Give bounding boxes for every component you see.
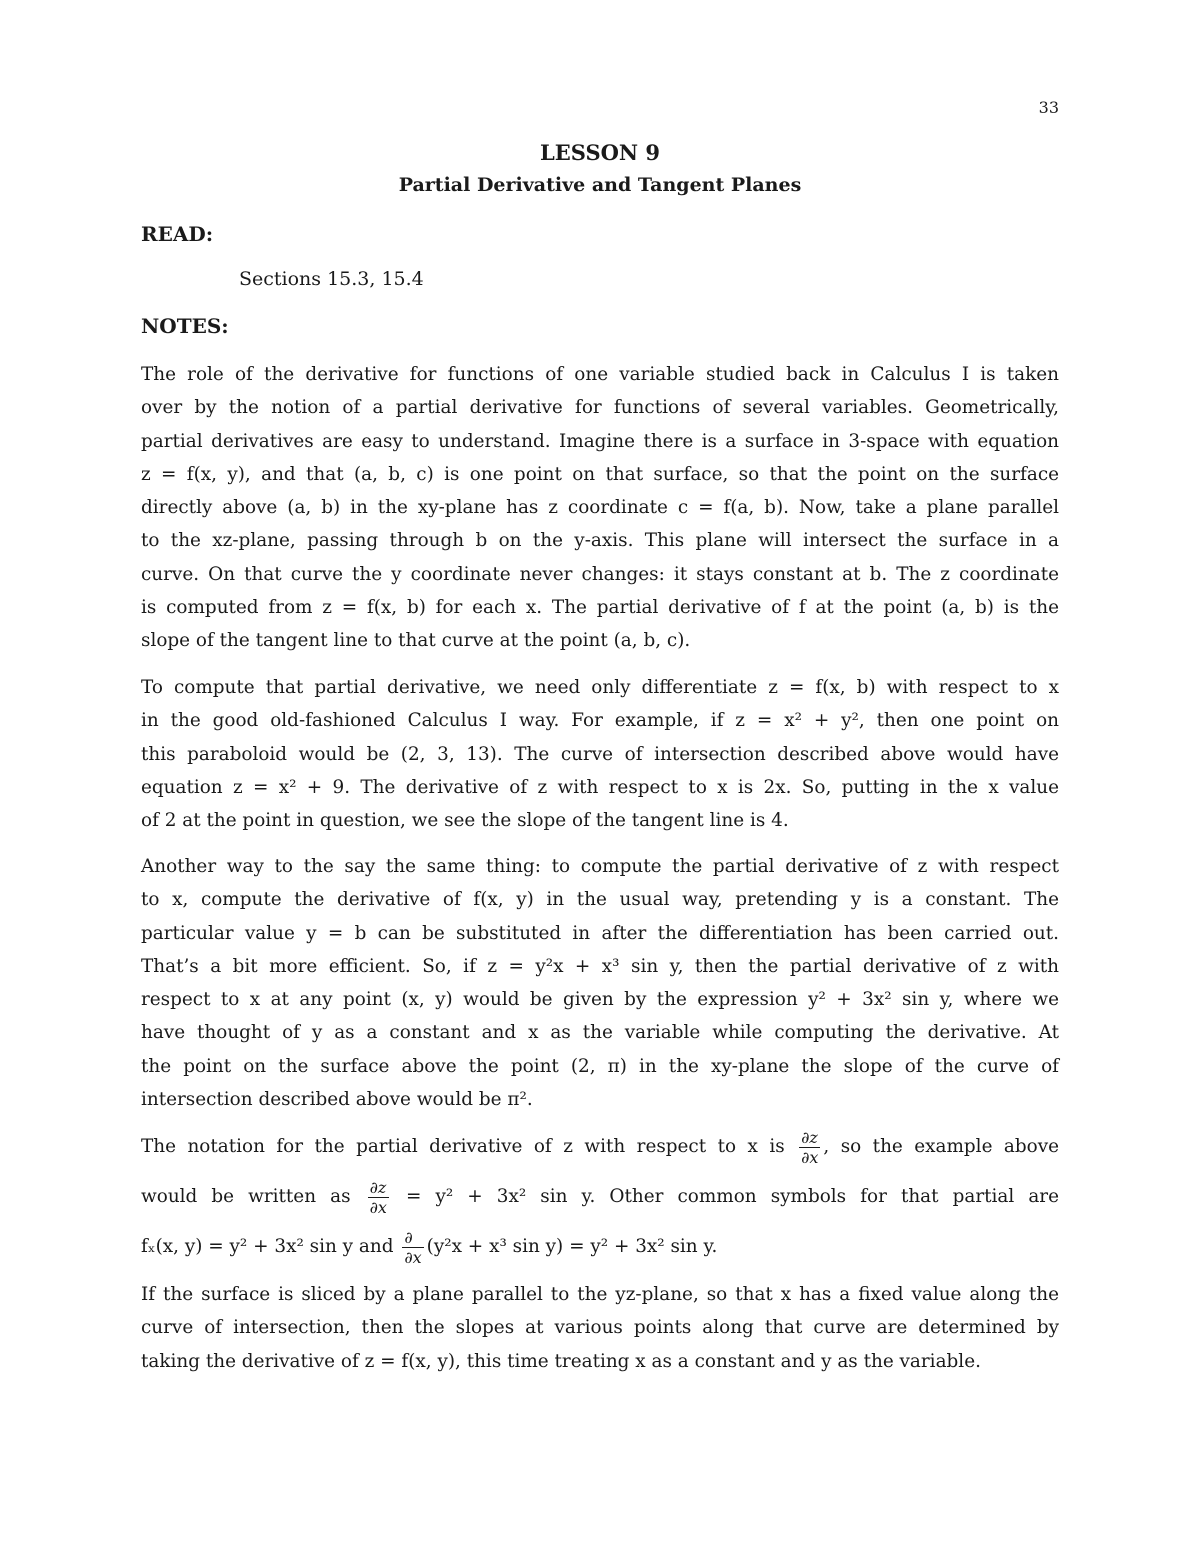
text-line: this paraboloid would be (2, 3, 13). The curve of intersection described above would have: [141, 743, 1059, 765]
text-line: have thought of y as a constant and x as the variable while computing the derivative. At: [141, 1022, 1059, 1044]
text-line: respect to x at any point (x, y) would be given by the expression y² + 3x² sin y, where we: [141, 989, 1059, 1011]
fraction-dz-dx: $\frac{\partial z}{\partial x}$: [369, 1177, 387, 1217]
text-line: taking the derivative of z = f(x, y), this time treating x as a constant and y as the variable.: [141, 1350, 981, 1372]
text-line: Another way to the say the same thing: to compute the partial derivative of z with respect: [141, 856, 1059, 877]
text-line: To compute that partial derivative, we need only differentiate z = f(x, b) with respect to x: [141, 677, 1059, 698]
text-line: in the good old-fashioned Calculus I way. For example, if z = x² + y², then one point on: [141, 710, 1059, 732]
paragraph-compute-example: [141, 671, 1059, 837]
text-line: to x, compute the derivative of f(x, y) in the usual way, pretending y is a constant. The: [141, 889, 1059, 911]
text-line: of 2 at the point in question, we see the slope of the tangent line is 4.: [141, 810, 789, 832]
notes-heading: NOTES:: [141, 314, 229, 338]
text-line: over by the notion of a partial derivative for functions of several variables. Geometrically,: [141, 397, 1059, 419]
text-line: partial derivatives are easy to understand. Imagine there is a surface in 3-space with equation: [141, 430, 1059, 452]
text-line: curve. On that curve the y coordinate never changes: it stays constant at b. The z coordinate: [141, 563, 1059, 585]
text-line: is computed from z = f(x, b) for each x. The partial derivative of f at the point (a, b) is the: [141, 597, 1059, 619]
text-line: particular value y = b can be substituted in after the differentiation has been carried out.: [141, 922, 1059, 944]
paragraph-notation: [141, 1122, 1059, 1272]
text-line: intersection described above would be π².: [141, 1089, 533, 1111]
read-heading: READ:: [141, 222, 214, 246]
text-line: fₓ(x, y) = y² + 3x² sin y and $\frac{\partial}{\partial x}$ (y²x + x³ sin y) = y² + 3x² sin y.: [141, 1227, 718, 1267]
read-sections: Sections 15.3, 15.4: [239, 268, 424, 290]
lesson-title: LESSON 9: [539, 140, 661, 165]
page-number: 33: [1038, 98, 1059, 117]
text-line: z = f(x, y), and that (a, b, c) is one point on that surface, so that the point on the surface: [141, 463, 1059, 485]
fraction-dz-dx: $\frac{\partial z}{\partial x}$: [801, 1127, 819, 1167]
text-line: would be written as $\frac{\partial z}{\partial x}$ = y² + 3x² sin y. Other common symbols for that partial are: [141, 1177, 1059, 1217]
text-line: slope of the tangent line to that curve at the point (a, b, c).: [141, 630, 691, 652]
text-line: The notation for the partial derivative of z with respect to x is $\frac{\partial z}{\partial x}$ , so the example above: [141, 1127, 1059, 1167]
text-line: directly above (a, b) in the xy-plane has z coordinate c = f(a, b). Now, take a plane parallel: [141, 497, 1059, 519]
text-line: to the xz-plane, passing through b on the y-axis. This plane will intersect the surface in a: [141, 530, 1059, 552]
text-line: The role of the derivative for functions of one variable studied back in Calculus I is taken: [141, 364, 1059, 385]
text-line: That’s a bit more efficient. So, if z = y²x + x³ sin y, then the partial derivative of z with: [141, 955, 1059, 977]
text-line: If the surface is sliced by a plane parallel to the yz-plane, so that x has a fixed value along the: [141, 1284, 1059, 1305]
paragraph-another-way: [141, 850, 1059, 1116]
lesson-subtitle: Partial Derivative and Tangent Planes: [398, 174, 802, 196]
fraction-d-dx: $\frac{\partial}{\partial x}$: [404, 1227, 422, 1267]
text-line: curve of intersection, then the slopes at various points along that curve are determined by: [141, 1317, 1059, 1339]
text-line: equation z = x² + 9. The derivative of z with respect to x is 2x. So, putting in the x value: [141, 776, 1059, 798]
paragraph-partial-derivative-intro: [141, 358, 1059, 658]
text-line: the point on the surface above the point (2, π) in the xy-plane the slope of the curve of: [141, 1055, 1059, 1077]
paragraph-yz-plane: [141, 1278, 1059, 1378]
